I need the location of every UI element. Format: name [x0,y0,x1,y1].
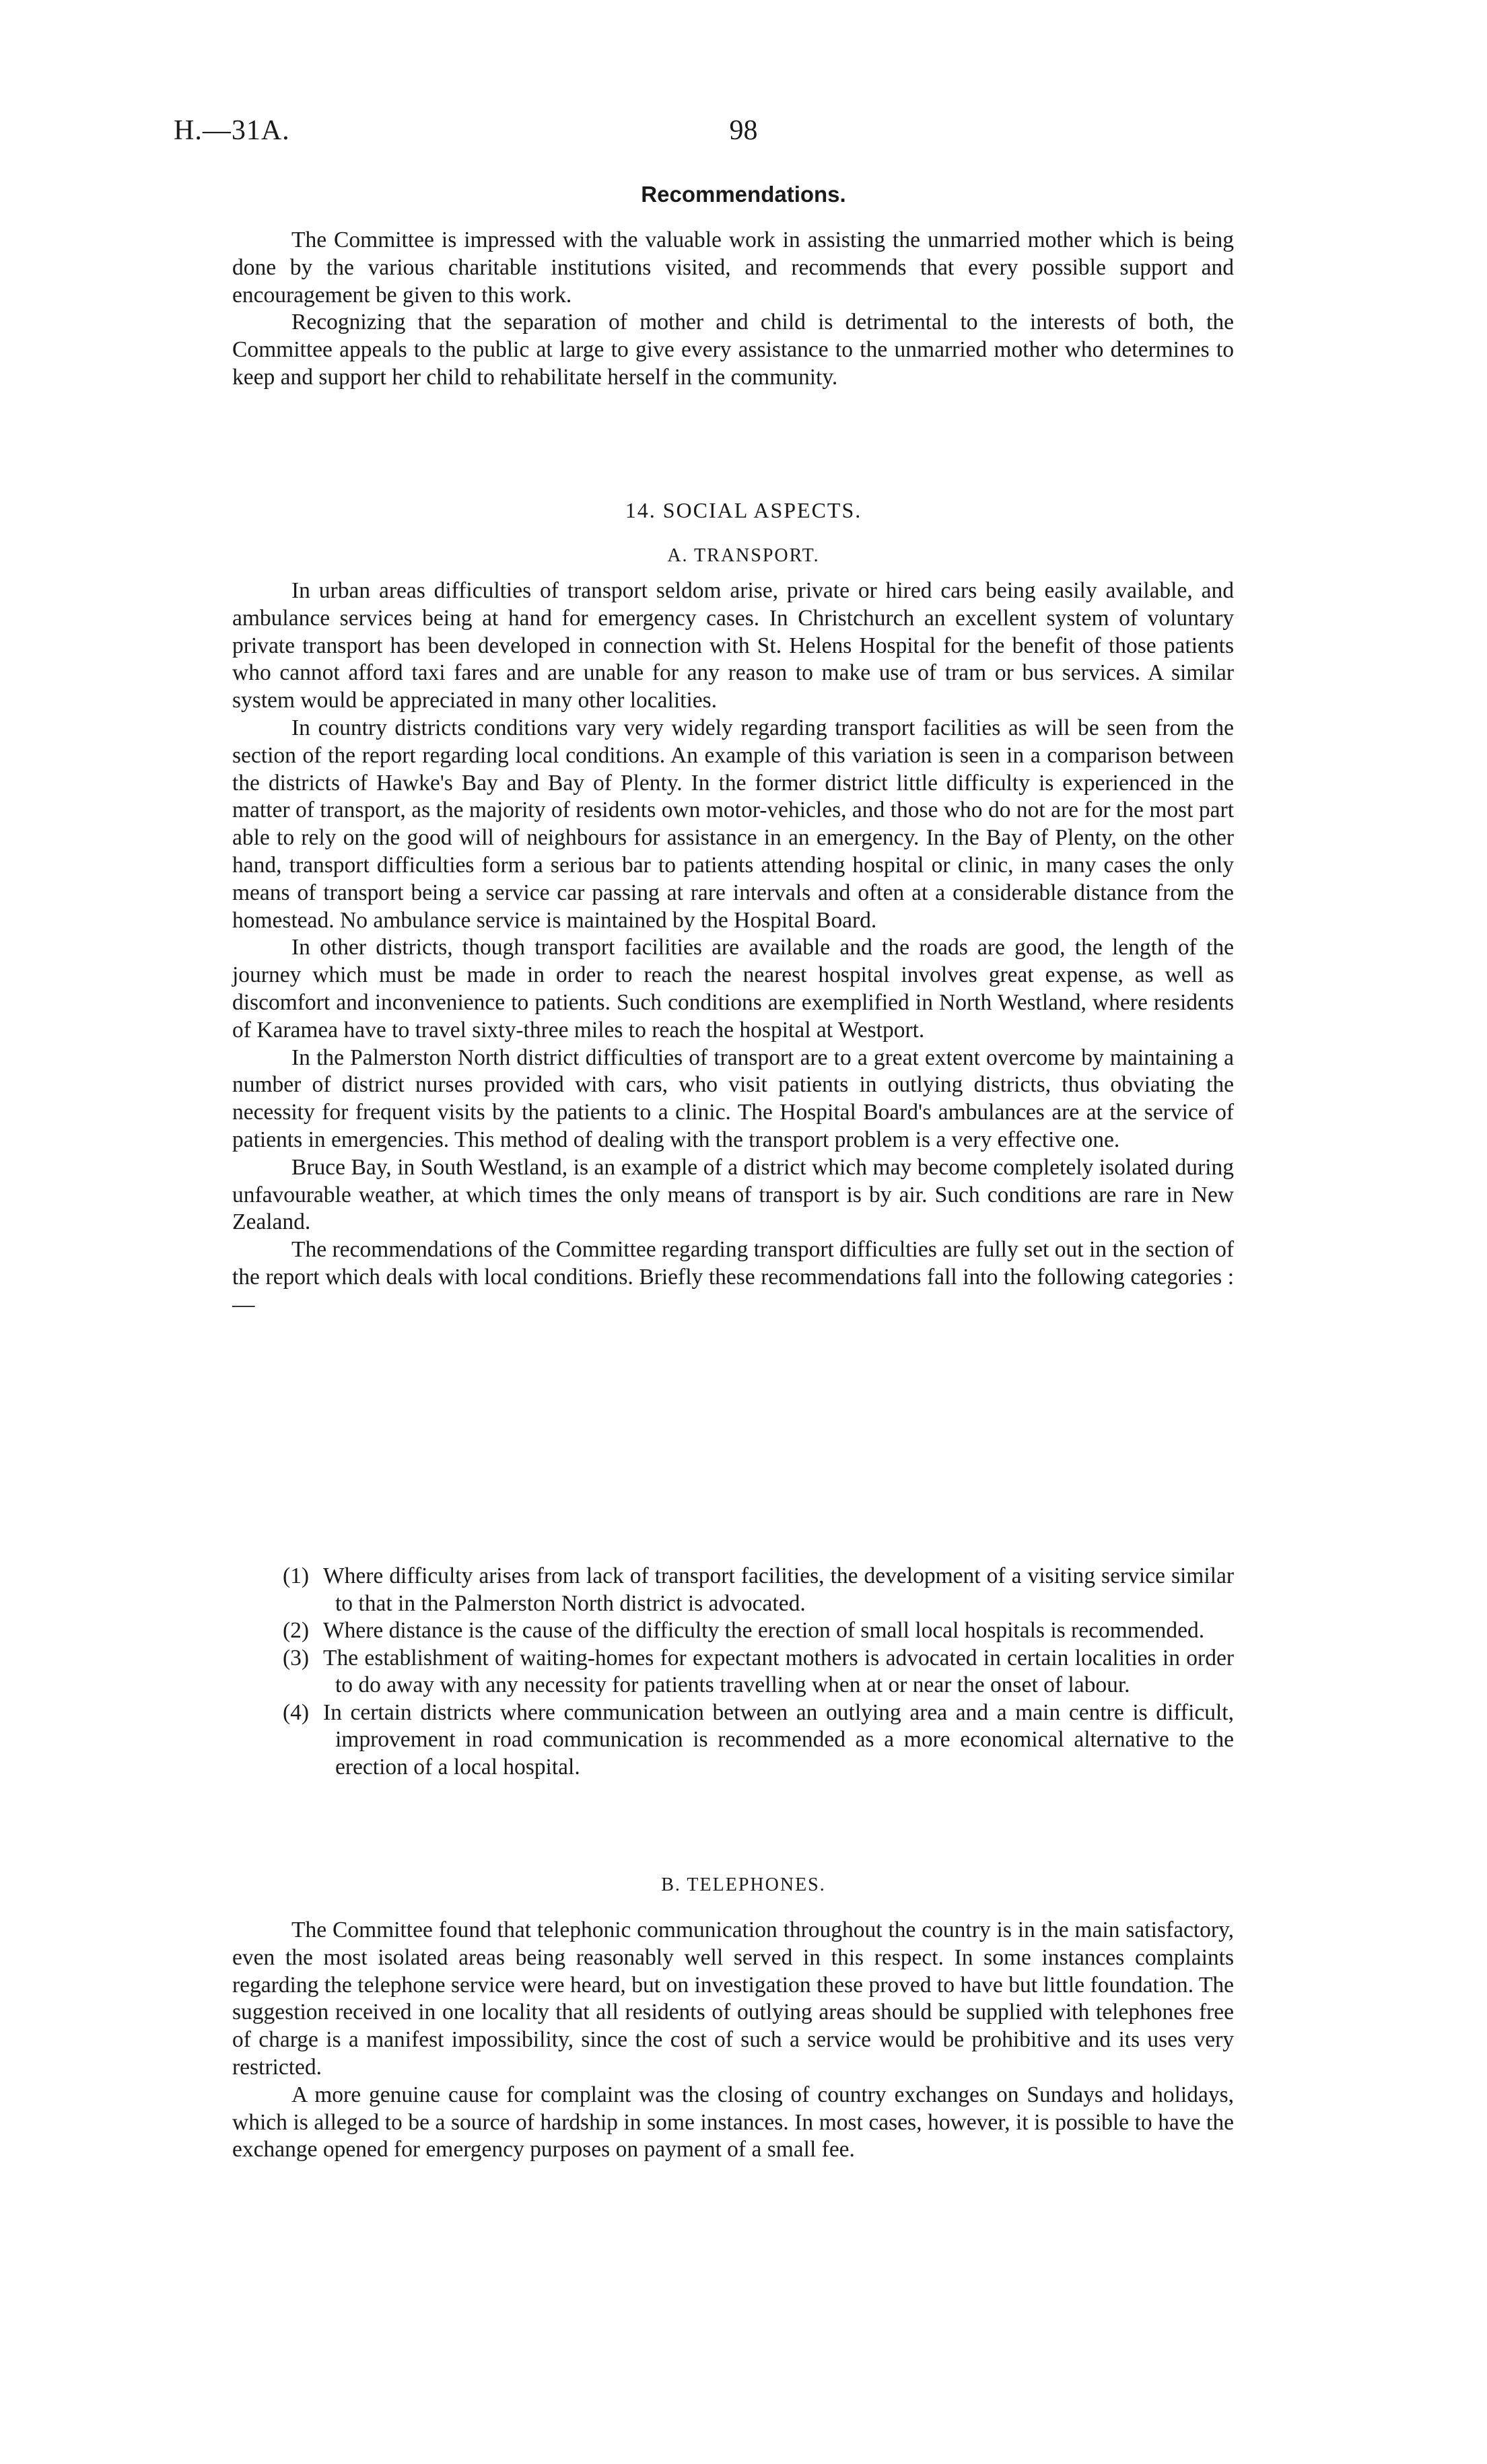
list-item-number: (1) [283,1563,310,1588]
list-item-text: Where difficulty arises from lack of transport facilities, the development of a visiting service similar to that in the Palmerston North district is advocated. [323,1563,1234,1616]
transport-title: A. TRANSPORT. [667,545,820,566]
transport-body [232,577,1234,1319]
list-item-text: In certain districts where communication between an outlying area and a main centre is difficult, improvement in road communication is recommended as a more economical alternative to the erection of a local hospital. [323,1699,1234,1780]
page-number: 98 [729,115,758,146]
list-item-number: (2) [283,1618,310,1643]
recommendations-paragraph-1: The Committee is impressed with the valuable work in assisting the unmarried mother which is being done by the various charitable institutions visited, and recommends that every possible support and encouragement be given to this work. [232,227,1234,308]
telephones-title: B. TELEPHONES. [661,1874,826,1895]
list-item [283,1563,1234,1617]
telephones-body [232,1917,1234,2164]
transport-paragraph-4: In the Palmerston North district difficulties of transport are to a great extent overcome by maintaining a number of district nurses provided with cars, who visit patients in outlying districts, thus obviating the necessity for frequent visits by the patients to a clinic. The Hospital Board's ambulances are at the service of patients in emergencies. This method of dealing with the transport problem is a very effective one. [232,1045,1234,1152]
list-item [283,1645,1234,1699]
list-item-number: (4) [283,1699,310,1725]
transport-paragraph-2: In country districts conditions vary very widely regarding transport facilities as will be seen from the section of the report regarding local conditions. An example of this variation is seen in a comparison between the districts of Hawke's Bay and Bay of Plenty. In the former district little difficulty is experienced in the matter of transport, as the majority of residents own motor-vehicles, and those who do not are for the most part able to rely on the good will of neighbours for assistance in an emergency. In the Bay of Plenty, on the other hand, transport difficulties form a serious bar to patients attending hospital or clinic, in many cases the only means of transport being a service car passing at rare intervals and often at a considerable distance from the homestead. No ambulance service is maintained by the Hospital Board. [232,715,1234,933]
list-item-text: Where distance is the cause of the difficulty the erection of small local hospitals is recommended. [323,1618,1205,1643]
list-item [283,1699,1234,1782]
recommendations-title: Recommendations. [641,182,846,207]
page-reference: H.—31A. [174,115,290,146]
telephones-paragraph-1: The Committee found that telephonic communication throughout the country is in the main satisfactory, even the most isolated areas being reasonably well served in this respect. In some instances complaints regarding the telephone service were heard, but on investigation these proved to have but little foundation. The suggestion received in one locality that all residents of outlying areas should be supplied with telephones free of charge is a manifest impossibility, since the cost of such a service would be prohibitive and its uses very restricted. [232,1917,1234,2080]
social-aspects-title: 14. SOCIAL ASPECTS. [625,498,862,522]
list-item [283,1617,1234,1645]
list-item-number: (3) [283,1645,310,1670]
transport-paragraph-1: In urban areas difficulties of transport seldom arise, private or hired cars being easily available, and ambulance services being at hand for emergency cases. In Christchurch an excellent system of voluntary private transport has been developed in connection with St. Helens Hospital for the benefit of those patients who cannot afford taxi fares and are unable for any reason to make use of tram or bus services. A similar system would be appreciated in many other localities. [232,578,1234,713]
transport-paragraph-3: In other districts, though transport facilities are available and the roads are good, the length of the journey which must be made in order to reach the nearest hospital involves great expense, as well as discomfort and inconvenience to patients. Such conditions are exemplified in North Westland, where residents of Karamea have to travel sixty-three miles to reach the hospital at Westport. [232,935,1234,1043]
list-item-text: The establishment of waiting-homes for expectant mothers is advocated in certain localities in order to do away with any necessity for patients travelling when at or near the onset of labour. [323,1645,1234,1697]
recommendations-body [232,227,1234,392]
telephones-paragraph-2: A more genuine cause for complaint was the closing of country exchanges on Sundays and holidays, which is alleged to be a source of hardship in some instances. In most cases, however, it is possible to have the exchange opened for emergency purposes on payment of a small fee. [232,2082,1234,2162]
transport-recommendations-list [283,1563,1234,1781]
transport-paragraph-5: Bruce Bay, in South Westland, is an example of a district which may become completely isolated during unfavourable weather, at which times the only means of transport is by air. Such conditions are rare in New Zealand. [232,1154,1234,1235]
recommendations-paragraph-2: Recognizing that the separation of mother and child is detrimental to the interests of both, the Committee appeals to the public at large to give every assistance to the unmarried mother who determines to keep and support her child to rehabilitate herself in the community. [232,310,1234,390]
transport-paragraph-6: The recommendations of the Committee regarding transport difficulties are fully set out in the section of the report which deals with local conditions. Briefly these recommendations fall into the following categories :— [232,1237,1234,1317]
